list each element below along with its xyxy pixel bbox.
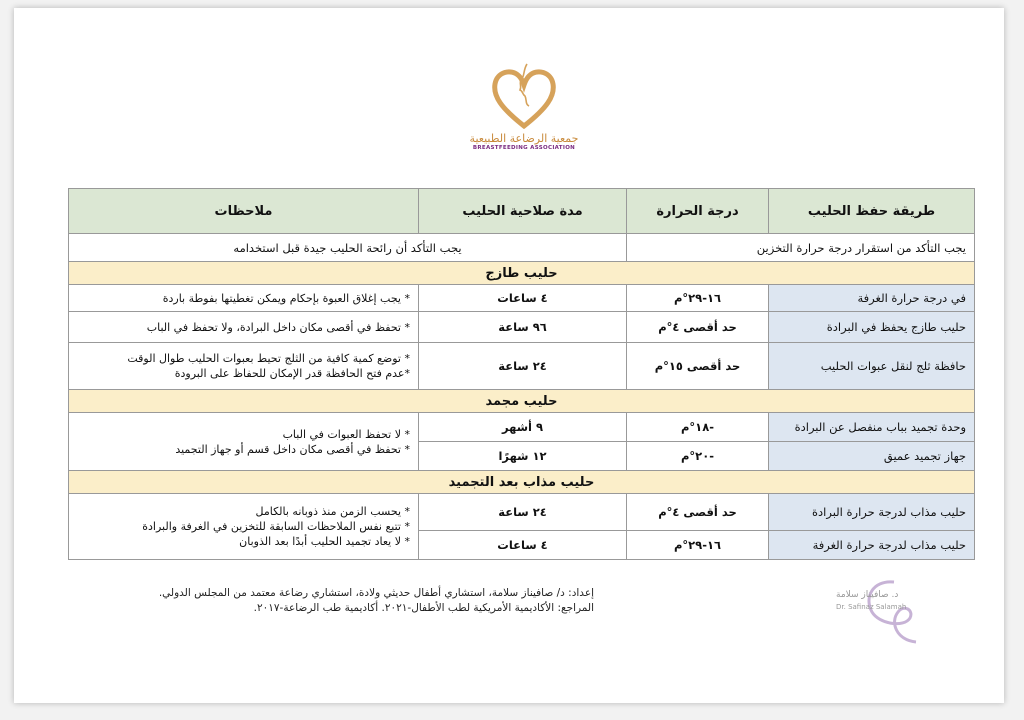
- section-fresh: حليب طازج: [69, 262, 975, 285]
- footer: [114, 586, 594, 616]
- heart-face-icon: [489, 58, 559, 130]
- thawed-remarks-cell: [69, 494, 419, 560]
- remark-line: * لا يعاد تجميد الحليب أبدًا بعد الذوبان: [239, 535, 410, 548]
- table-row: [69, 285, 975, 312]
- header-row: [69, 189, 975, 234]
- method-cell: حليب مذاب لدرجة حرارة البرادة: [769, 494, 975, 531]
- signature-logo: [824, 578, 934, 648]
- duration-cell: ٩٦ ساعة: [419, 312, 627, 343]
- remark-cell: * يجب إغلاق العبوة بإحكام ويمكن تغطيتها بفوطة باردة: [69, 285, 419, 312]
- duration-cell: ٢٤ ساعة: [419, 343, 627, 390]
- temperature-cell: -١٨°م: [627, 413, 769, 442]
- frozen-remarks-cell: [69, 413, 419, 471]
- references: المراجع: الأكاديمية الأمريكية لطب الأطفال-٢٠٢١. أكاديمية طب الرضاعة-٢٠١٧.: [253, 602, 594, 614]
- method-cell: حافظة ثلج لنقل عبوات الحليب: [769, 343, 975, 390]
- method-cell: جهاز تجميد عميق: [769, 442, 975, 471]
- duration-cell: ٤ ساعات: [419, 285, 627, 312]
- remark-line: * تحفظ في أقصى مكان داخل قسم أو جهاز التجميد: [175, 442, 410, 456]
- header-duration: مدة صلاحية الحليب: [419, 189, 627, 234]
- header-remarks: ملاحظات: [69, 189, 419, 234]
- signature-english-name: Dr. Safinaz Salamah: [836, 603, 907, 611]
- note-storage-temperature: يجب التأكد من استقرار درجة حرارة التخزين: [627, 234, 975, 262]
- temperature-cell: حد أقصى ٤°م: [627, 312, 769, 343]
- notes-row: [69, 234, 975, 262]
- remark-line: *عدم فتح الحافظة قدر الإمكان للحفاظ على البرودة: [174, 367, 410, 380]
- section-thawed: حليب مذاب بعد التجميد: [69, 471, 975, 494]
- remark-cell: [69, 343, 419, 390]
- header-temperature: درجة الحرارة: [627, 189, 769, 234]
- logo-arabic-name: جمعية الرضاعة الطبيعية: [469, 132, 579, 145]
- signature-arabic-name: د. صافيناز سلامة: [836, 590, 899, 600]
- table-row: [69, 343, 975, 390]
- prepared-by: إعداد: د/ صافيناز سلامة، استشاري أطفال حديثي ولادة، استشاري رضاعة معتمد من المجلس الدولي.: [158, 587, 594, 599]
- section-frozen: حليب مجمد: [69, 390, 975, 413]
- duration-cell: ١٢ شهرًا: [419, 442, 627, 471]
- table-row: [69, 312, 975, 343]
- document-page: [14, 8, 1004, 703]
- milk-storage-table: [68, 188, 975, 560]
- method-cell: حليب طازج يحفظ في البرادة: [769, 312, 975, 343]
- temperature-cell: ١٦-٢٩°م: [627, 285, 769, 312]
- header-method: طريقة حفظ الحليب: [769, 189, 975, 234]
- remark-cell: * تحفظ في أقصى مكان داخل البرادة، ولا تحفظ في الباب: [69, 312, 419, 343]
- association-logo: [454, 58, 594, 168]
- table-row: [69, 413, 975, 442]
- logo-english-name: BREASTFEEDING ASSOCIATION: [472, 145, 576, 151]
- temperature-cell: حد أقصى ١٥°م: [627, 343, 769, 390]
- duration-cell: ٤ ساعات: [419, 531, 627, 560]
- signature-swirl-icon: [824, 578, 934, 648]
- note-milk-smell: يجب التأكد أن رائحة الحليب جيدة قبل استخدامه: [69, 234, 627, 262]
- remark-line: * لا تحفظ العبوات في الباب: [282, 427, 410, 441]
- remark-line: * يحسب الزمن منذ ذوبانه بالكامل: [255, 505, 410, 518]
- method-cell: حليب مذاب لدرجة حرارة الغرفة: [769, 531, 975, 560]
- method-cell: وحدة تجميد بباب منفصل عن البرادة: [769, 413, 975, 442]
- remark-line: * توضع كمية كافية من الثلج تحيط بعبوات الحليب طوال الوقت: [127, 352, 410, 365]
- section-fresh-row: [69, 262, 975, 285]
- method-cell: في درجة حرارة الغرفة: [769, 285, 975, 312]
- temperature-cell: -٢٠°م: [627, 442, 769, 471]
- remark-line: * تتبع نفس الملاحظات السابقة للتخزين في الغرفة والبرادة: [142, 520, 410, 533]
- duration-cell: ٩ أشهر: [419, 413, 627, 442]
- table-row: [69, 494, 975, 531]
- temperature-cell: حد أقصى ٤°م: [627, 494, 769, 531]
- section-thawed-row: [69, 471, 975, 494]
- temperature-cell: ١٦-٢٩°م: [627, 531, 769, 560]
- section-frozen-row: [69, 390, 975, 413]
- duration-cell: ٢٤ ساعة: [419, 494, 627, 531]
